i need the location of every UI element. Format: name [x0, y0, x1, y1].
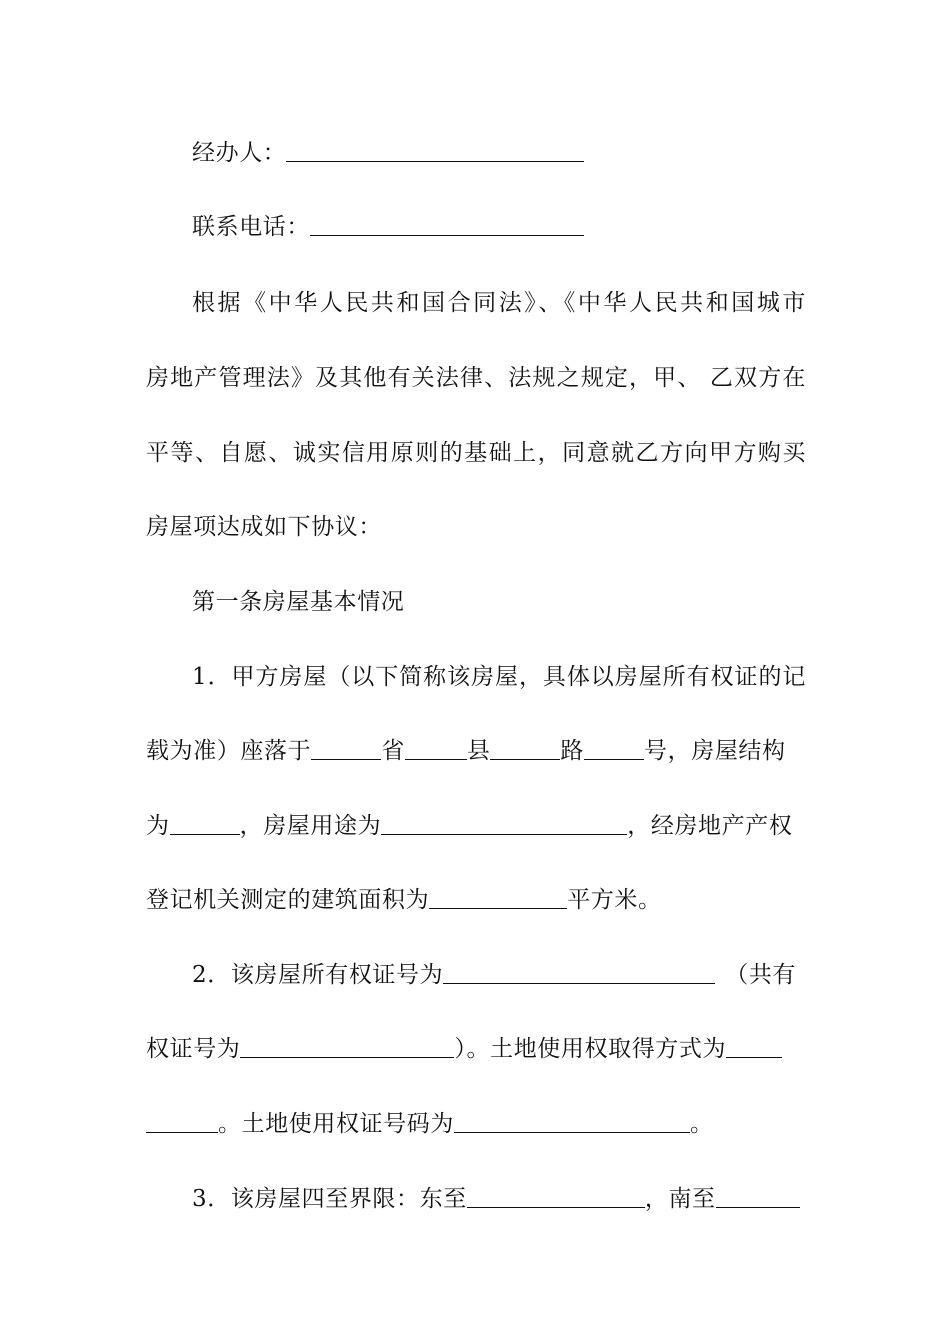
- handler-blank[interactable]: [286, 139, 584, 162]
- clause1-line-4: [146, 885, 806, 915]
- shared-certificate-blank[interactable]: [240, 1035, 454, 1058]
- clause2-line-2: [146, 1034, 806, 1064]
- clause2-line2-text-b: ）。土地使用权取得方式为: [454, 1036, 727, 1062]
- east-boundary-blank[interactable]: [467, 1185, 645, 1208]
- clause1-line2-text-a: 载为准）座落于: [146, 738, 312, 764]
- intro-line-2: 房地产管理法》及其他有关法律、法规之规定，甲、 乙双方在: [146, 365, 806, 391]
- structure-blank[interactable]: [170, 812, 240, 835]
- land-method-blank-a[interactable]: [726, 1035, 782, 1058]
- intro-line-3: 平等、自愿、诚实信用原则的基础上，同意就乙方向甲方购买: [146, 440, 806, 466]
- road-blank[interactable]: [490, 737, 560, 760]
- phone-label: 联系电话：: [192, 214, 310, 240]
- article1-title: 第一条房屋基本情况: [192, 589, 405, 615]
- clause3-line-1: [192, 1184, 806, 1214]
- intro-line-1: 根据《中华人民共和国合同法》、《中华人民共和国城市: [192, 290, 806, 316]
- land-certificate-blank[interactable]: [454, 1110, 690, 1133]
- clause3-line1-text-b: ，南至: [644, 1186, 716, 1212]
- clause1-line4-text-b: 平方米。: [567, 887, 662, 913]
- clause1-line-2: [146, 736, 806, 766]
- clause3-line1-text-a: 3．该房屋四至界限：东至: [192, 1186, 467, 1212]
- clause1-line2-text-e: 号，房屋结构: [644, 738, 786, 764]
- phone-blank[interactable]: [310, 213, 584, 236]
- county-label: 县: [466, 738, 491, 764]
- clause2-line-1: [192, 960, 806, 990]
- clause2-line-3: [146, 1109, 806, 1139]
- south-boundary-blank[interactable]: [716, 1185, 800, 1208]
- handler-line: [192, 138, 806, 168]
- intro-line-4: 房屋项达成如下协议：: [146, 514, 382, 540]
- clause1-line3-text-b: ，房屋用途为: [239, 813, 382, 839]
- phone-line: [192, 212, 806, 242]
- clause1-line3-text-c: ，经房地产产权: [627, 813, 793, 839]
- handler-label: 经办人：: [192, 140, 287, 166]
- clause2-line1-text-a: 2．该房屋所有权证号为: [192, 962, 444, 988]
- road-label: 路: [560, 738, 585, 764]
- county-blank[interactable]: [405, 737, 467, 760]
- province-label: 省: [381, 738, 405, 764]
- clause2-line3-text-c: 。: [690, 1111, 714, 1137]
- clause1-line3-text-a: 为: [146, 813, 170, 839]
- clause1-line-1: 1．甲方房屋（以下简称该房屋，具体以房屋所有权证的记: [192, 664, 806, 690]
- land-method-blank-b[interactable]: [146, 1110, 218, 1133]
- province-blank[interactable]: [311, 737, 381, 760]
- clause1-line4-text-a: 登记机关测定的建筑面积为: [146, 887, 430, 913]
- clause2-line2-text-a: 权证号为: [146, 1036, 241, 1062]
- number-blank[interactable]: [584, 737, 644, 760]
- clause1-line-3: [146, 811, 806, 841]
- clause2-line3-text-b: 。土地使用权证号码为: [218, 1111, 454, 1137]
- area-blank[interactable]: [429, 886, 567, 909]
- certificate-number-blank[interactable]: [443, 961, 715, 984]
- usage-blank[interactable]: [381, 812, 627, 835]
- clause2-line1-text-b: （共有: [725, 962, 797, 988]
